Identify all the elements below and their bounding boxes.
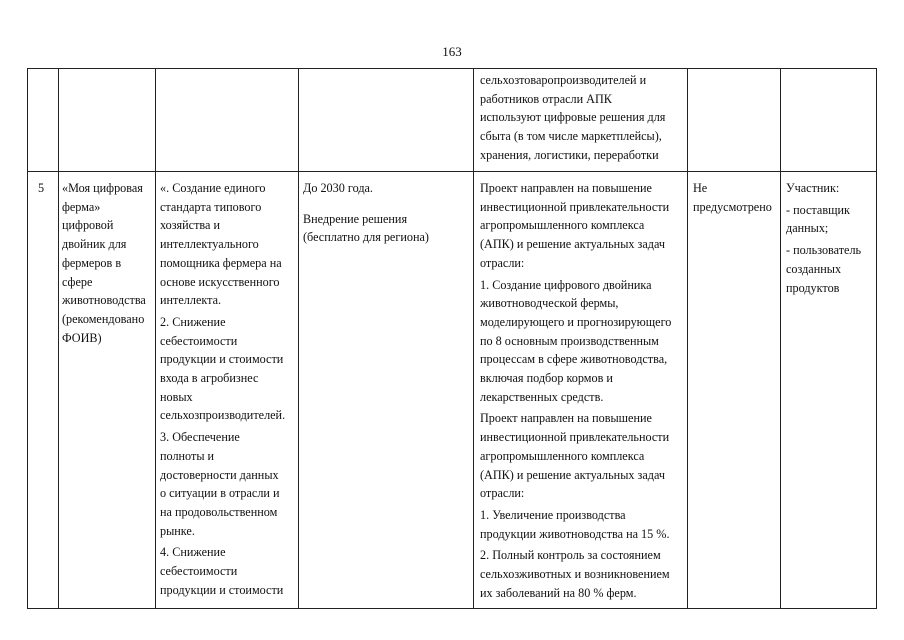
role-line: данных; — [786, 221, 829, 236]
goal-line: новых — [160, 389, 193, 404]
goal-line: основе искусственного — [160, 274, 280, 289]
effect-line: 1. Создание цифрового двойника — [480, 277, 652, 292]
continued-line: работников отрасли АПК — [480, 91, 612, 106]
effect-line: продукции животноводства на 15 %. — [480, 526, 670, 541]
funding-line: Не — [693, 181, 708, 195]
role-line: - поставщик — [786, 202, 850, 217]
effect-line: Проект направлен на повышение — [480, 181, 652, 195]
effect-line: агропромышленного комплекса — [480, 448, 645, 463]
goal-line: помощника фермера на — [160, 255, 282, 270]
effect-line: по 8 основным производственным — [480, 333, 659, 348]
goal-paragraph — [160, 428, 298, 540]
goal-line: 2. Снижение — [160, 314, 226, 329]
continued-effect-cell — [480, 71, 685, 165]
goal-line: стандарта типового — [160, 199, 262, 214]
effect-line: агропромышленного комплекса — [480, 218, 645, 233]
role-paragraph — [786, 201, 876, 238]
continued-line: сельхозтоваропроизводителей и — [480, 73, 647, 87]
program-table — [27, 68, 877, 609]
effect-paragraph — [480, 546, 685, 602]
timing-cell — [303, 179, 471, 250]
goal-line: себестоимости — [160, 564, 238, 579]
effect-paragraph — [480, 276, 685, 407]
timing-line: (бесплатно для региона) — [303, 230, 429, 245]
effect-cell — [480, 179, 685, 605]
project-name-line: ферма» — [62, 199, 101, 214]
goal-line: продукции и стоимости — [160, 582, 284, 597]
continued-line: сбыта (в том числе маркетплейсы), — [480, 129, 662, 144]
effect-line: моделирующего и прогнозирующего — [480, 314, 672, 329]
goal-line: о ситуации в отрасли и — [160, 486, 280, 501]
effect-line: 1. Увеличение производства — [480, 507, 626, 522]
role-line: созданных — [786, 261, 842, 276]
role-paragraph — [786, 179, 876, 198]
continued-line: хранения, логистики, переработки — [480, 147, 659, 162]
funding-line: предусмотрено — [693, 199, 772, 214]
project-name-line: ФОИВ) — [62, 330, 102, 345]
project-name-line: двойник для — [62, 237, 127, 252]
project-name-line: сфере — [62, 274, 93, 289]
goal-line: входа в агробизнес — [160, 371, 259, 386]
effect-line: отрасли: — [480, 255, 525, 270]
column-divider — [58, 69, 59, 608]
effect-paragraph — [480, 179, 685, 273]
effect-line: (АПК) и решение актуальных задач — [480, 467, 666, 482]
goal-line: интеллектуального — [160, 237, 259, 252]
effect-paragraph — [480, 506, 685, 543]
effect-line: отрасли: — [480, 486, 525, 501]
row-number: 5 — [38, 181, 45, 195]
page-number: 163 — [442, 44, 462, 59]
goal-line: сельхозпроизводителей. — [160, 408, 286, 423]
effect-line: инвестиционной привлекательности — [480, 430, 670, 445]
role-line: - пользователь — [786, 243, 862, 258]
project-name-cell — [62, 179, 155, 347]
goal-line: себестоимости — [160, 333, 238, 348]
goal-line: рынке. — [160, 523, 195, 538]
effect-line: лекарственных средств. — [480, 389, 604, 404]
column-divider — [155, 69, 156, 608]
project-name-line: фермеров в — [62, 255, 122, 270]
timing-line: До 2030 года. — [303, 181, 373, 195]
goal-paragraph — [160, 179, 298, 310]
goal-line: 3. Обеспечение — [160, 430, 240, 445]
goal-line: интеллекта. — [160, 293, 222, 308]
timing-line: Внедрение решения — [303, 211, 408, 226]
row-divider — [28, 171, 876, 172]
goal-line: полноты и — [160, 448, 215, 463]
goal-line: «. Создание единого — [160, 181, 266, 195]
column-divider — [298, 69, 299, 608]
effect-line: Проект направлен на повышение — [480, 411, 652, 426]
role-line: Участник: — [786, 181, 840, 195]
effect-line: сельхозживотных и возникновением — [480, 567, 670, 582]
effect-paragraph — [480, 409, 685, 503]
column-divider — [780, 69, 781, 608]
role-paragraph — [786, 241, 876, 297]
effect-line: 2. Полный контроль за состоянием — [480, 548, 661, 563]
effect-line: инвестиционной привлекательности — [480, 199, 670, 214]
goal-line: продукции и стоимости — [160, 352, 284, 367]
goal-line: 4. Снижение — [160, 545, 226, 560]
project-name-line: (рекомендовано — [62, 311, 145, 326]
goal-line: на продовольственном — [160, 504, 278, 519]
effect-line: животноводческой фермы, — [480, 296, 619, 311]
column-divider — [473, 69, 474, 608]
project-name-line: животноводства — [62, 293, 146, 308]
continued-line: используют цифровые решения для — [480, 110, 666, 125]
timing-paragraph — [303, 179, 471, 198]
timing-paragraph — [303, 210, 471, 247]
goal-line: хозяйства и — [160, 218, 220, 233]
funding-cell — [693, 179, 779, 216]
goals-cell — [160, 179, 298, 602]
effect-line: (АПК) и решение актуальных задач — [480, 237, 666, 252]
goal-paragraph — [160, 543, 298, 599]
project-name-line: цифровой — [62, 218, 114, 233]
goal-line: достоверности данных — [160, 467, 279, 482]
effect-line: включая подбор кормов и — [480, 371, 613, 386]
goal-paragraph — [160, 313, 298, 425]
column-divider — [687, 69, 688, 608]
effect-line: процессам в сфере животноводства, — [480, 352, 668, 367]
role-cell — [786, 179, 876, 300]
role-line: продуктов — [786, 280, 840, 295]
project-name-line: «Моя цифровая — [62, 181, 143, 195]
effect-line: их заболеваний на 80 % ферм. — [480, 585, 637, 600]
